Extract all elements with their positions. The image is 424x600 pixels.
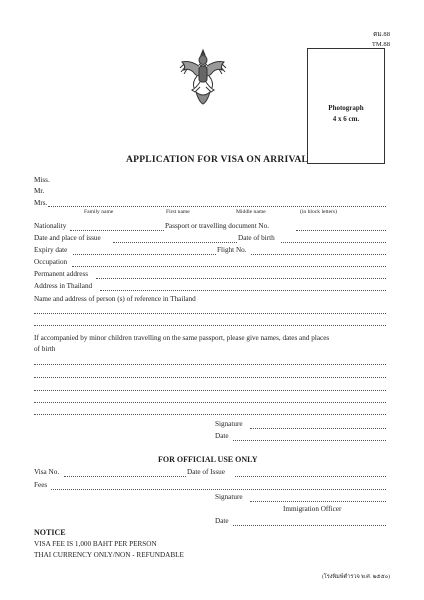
children-note-line2: of birth (34, 345, 56, 353)
family-name-label: Family name (84, 209, 114, 215)
photograph-box (307, 48, 385, 164)
expiry-date-label: Expiry date (34, 246, 68, 254)
name-input-line[interactable] (48, 206, 386, 207)
block-letters-note: (in block letters) (300, 209, 337, 215)
reference-line-1[interactable] (34, 313, 386, 314)
children-line-1[interactable] (34, 364, 386, 365)
notice-line2: THAI CURRENCY ONLY/NON - REFUNDABLE (34, 551, 184, 559)
address-thailand-label: Address in Thailand (34, 282, 93, 290)
form-code: TM.88 (371, 41, 390, 48)
first-name-label: First name (166, 209, 190, 215)
passport-input[interactable] (296, 230, 386, 231)
occupation-label: Occupation (34, 258, 68, 266)
officer-signature-input[interactable] (250, 501, 386, 502)
applicant-signature-input[interactable] (250, 428, 386, 429)
date-of-issue-label: Date of Issue (187, 468, 225, 476)
form-title: APPLICATION FOR VISA ON ARRIVAL (126, 154, 309, 165)
middle-name-label: Middle name (236, 209, 266, 215)
nationality-label: Nationality (34, 222, 67, 230)
notice-line1: VISA FEE IS 1,000 BAHT PER PERSON (34, 540, 157, 548)
nationality-input[interactable] (70, 230, 164, 231)
photo-label: Photograph (328, 104, 364, 112)
fees-label: Fees (34, 481, 48, 489)
official-use-heading: FOR OFFICIAL USE ONLY (158, 455, 258, 464)
date-of-birth-input[interactable] (281, 242, 386, 243)
photo-size: 4 x 6 cm. (332, 115, 360, 123)
date-place-issue-label: Date and place of issue (34, 234, 101, 242)
children-note-line1: If accompanied by minor children travelling on the same passport, please give names, dates and places (34, 334, 330, 342)
printing-note: (โรงพิมพ์ตำรวจ พ.ศ. ๒๕๕๐) (321, 574, 390, 580)
reference-line-2[interactable] (34, 325, 386, 326)
form-code-thai: ตม.88 (373, 31, 390, 38)
visa-no-label: Visa No. (34, 468, 60, 476)
mrs-label: Mrs. (34, 199, 48, 207)
passport-label: Passport or travelling document No. (165, 222, 270, 230)
address-thailand-input[interactable] (100, 290, 386, 291)
children-line-4[interactable] (34, 402, 386, 403)
children-line-2[interactable] (34, 377, 386, 378)
occupation-input[interactable] (72, 266, 386, 267)
notice-heading: NOTICE (34, 528, 66, 537)
children-line-3[interactable] (34, 390, 386, 391)
visa-no-input[interactable] (64, 476, 186, 477)
reference-person-label: Name and address of person (s) of reference in Thailand (34, 295, 196, 303)
expiry-date-input[interactable] (73, 254, 216, 255)
applicant-date-label: Date (215, 432, 229, 440)
applicant-date-input[interactable] (233, 440, 386, 441)
immigration-officer-label: Immigration Officer (283, 505, 342, 513)
officer-date-label: Date (215, 517, 229, 525)
officer-signature-label: Signature (215, 493, 243, 501)
applicant-signature-label: Signature (215, 420, 243, 428)
officer-date-input[interactable] (233, 525, 386, 526)
date-place-issue-input[interactable] (113, 242, 237, 243)
garuda-emblem-icon (176, 46, 230, 106)
permanent-address-input[interactable] (96, 278, 386, 279)
mr-label: Mr. (34, 187, 45, 195)
flight-no-label: Flight No. (217, 246, 247, 254)
date-of-birth-label: Date of birth (238, 234, 275, 242)
date-of-issue-input[interactable] (235, 476, 386, 477)
flight-no-input[interactable] (251, 254, 386, 255)
permanent-address-label: Permanent address (34, 270, 89, 278)
fees-input[interactable] (51, 489, 386, 490)
miss-label: Miss. (34, 176, 50, 184)
children-line-5[interactable] (34, 414, 386, 415)
